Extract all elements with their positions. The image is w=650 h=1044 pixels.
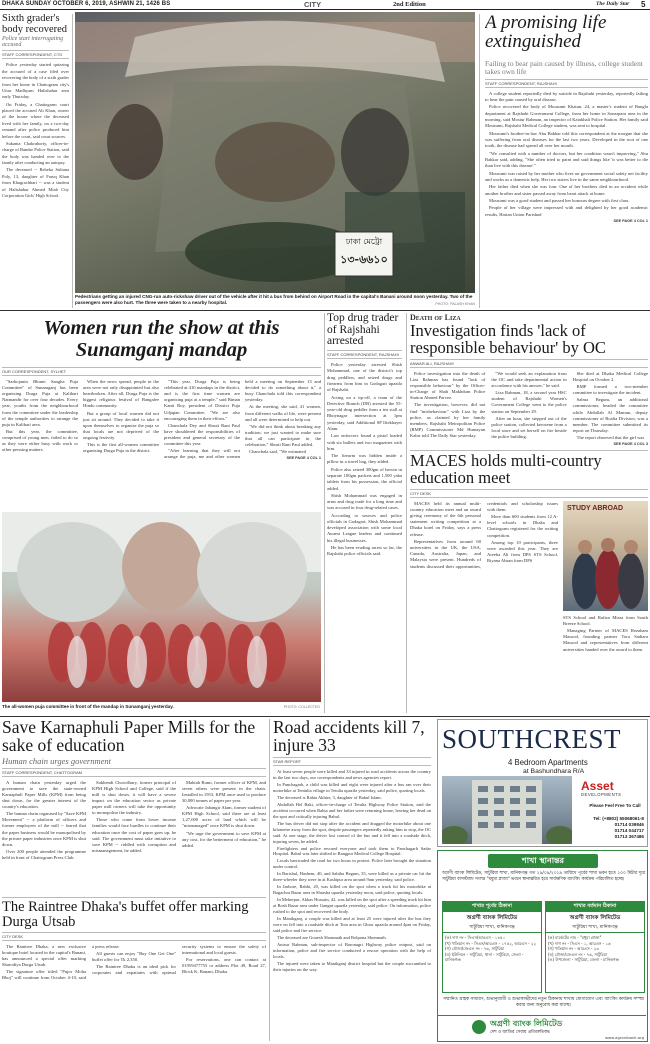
new-address-box (545, 901, 645, 993)
paragraph: Sukanta Chakraborty, officer-in-charge of Bandar Police Station, said the body was handed over to the family after conducting an autopsy. (2, 140, 69, 166)
mandap-photo (2, 512, 321, 702)
paragraph: The report observed that the girl was (576, 435, 645, 441)
headline: Road accidents kill 7, injure 33 (273, 719, 425, 755)
paragraph: This is the first all-women committee organising Durga Puja in the district. (83, 442, 159, 454)
agrani-footer-note: সম্মানিত গ্রাহক সাধারণ, শুভানুধ্যায়ী ও শুভাকাঙ্খীদের নতুন ঠিকানায় শাখায় যোগাযোগ এবং ব্যাংকিং কার্যক্রম সম্পন্ন করার জন্য অনুরোধ করা যাচ্ছে। (443, 997, 644, 1008)
paragraph: Shish Mohammad was engaged in arms and drug trade for a long time and was accused in four drug-related cases. (327, 492, 402, 511)
southcrest-tagline-2: at Bashundhara R/A (523, 768, 585, 775)
paragraph: MACES held its annual multi-country education meet and an award giving ceremony of the 6th personal statement writing competition at a Dhaka hotel on Friday, says a press release. (410, 500, 481, 537)
byline: STAFF CORRESPONDENT, RAJSHAHI (327, 350, 402, 359)
paragraph: In Panchagarh, a child was killed and eight were injured after a bus ran over their motorbike at Tentulia village in Tetulia upazila yesterday, said police, quoting locals. (273, 781, 431, 793)
paragraph: "This year, Durga Puja is being celebrated at 410 mandaps in the district, and is the first time women are organising puja at a temple," said Biman Kanti Roy, president of District Puja Udjapan Committee. "We are also encouraging them in their efforts." (164, 379, 240, 421)
southcrest-building (442, 776, 572, 844)
column-rule (406, 313, 407, 713)
branch-place: সাটুরিয়া শাখা, মানিকগঞ্জ (443, 923, 541, 933)
story-maces (410, 453, 648, 715)
paragraph: "We urge the government to save KPM at any cost, for the betterment of education," he added. (182, 830, 266, 848)
paragraph: The bus driver did not stop after the accident and dragged the motorbike about one kilometre away from the spot, despite passengers repeatedly asking him to stop, the OC said. At one stage, the driver lost control of the bus and it fell into a roadside ditch, injuring seven, he added. (273, 820, 431, 844)
paragraph: Firefighters and police rescued everyone and took them to Panchagarh Sadar Hospital. Babul was later shifted to Rangpur Medical College Hospital. (273, 845, 431, 857)
byline: ANWAR ALI, RAJSHAHI (410, 359, 648, 368)
plate-line-2: ১৩-৬৬১০ (340, 253, 388, 266)
paragraph: According to sources and police officials in Godagari, Shish Mohammad developed association with some local Awami League leaders and continued his illegal businesses. (327, 512, 402, 543)
agrani-title: শাখা স্থানান্তর (488, 854, 598, 868)
paragraph: The Raintree Dhaka, a new exclusive boutique hotel located in the capital's Banani, has announced a special offer marking Sharodiya Durga Utsab. (2, 943, 86, 967)
headline: Save Karnaphuli Paper Mills for the sake of education (2, 719, 256, 755)
paragraph: In Jashore, Rabbi, 20, was killed on the spot when a truck hit his motorbike at Bagachra Bazar area in Sharsha upazila yesterday noon, said police, quoting locals. (273, 884, 431, 896)
paper-date: DHAKA SUNDAY OCTOBER 6, 2019, ASHWIN 21, 1426 BS (2, 1, 171, 7)
paragraph: "We did not think about breaking any tradition, we just wanted to make sure that all can participate in the celebration," Shruti Rani Paul added. (245, 423, 321, 448)
asset-logo (581, 780, 643, 802)
paragraph: The Raintree Dhaka is an ideal pick for corporates and expatiates with optimal security systems to ensure the safety of international and local guests. (92, 943, 266, 975)
paragraph: The firearm was hidden inside a pillow in a travel bag, they added. (327, 453, 402, 465)
agrani-bank-ad[interactable] (437, 850, 648, 1042)
call-label: Please Feel Free To Call (589, 803, 641, 808)
byline: CITY DESK (410, 489, 648, 498)
section-divider (0, 716, 650, 717)
body-text (2, 944, 266, 1040)
address-line: (ঘ) ইউনিয়ন - সাটুরিয়া, থানা - সাটুরিয়া, জেলা - মানিকগঞ্জ (445, 951, 524, 963)
body-text (273, 769, 431, 974)
paragraph: All guests can enjoy "Buy One Get One" buffet offer for Tk 2,350. (92, 950, 176, 962)
phone-number[interactable]: Tel: (+8802) 55068061-8 (593, 816, 644, 821)
paragraph: A college student reportedly died by suicide in Rajshahi yesterday, reportedly failing to bear the pain caused by oral disease. (485, 90, 648, 103)
study-abroad-banner: STUDY ABROAD (567, 504, 624, 512)
body-text (485, 91, 648, 218)
masthead-logo: The Daily Star (596, 1, 630, 7)
column-rule (479, 14, 480, 308)
southcrest-tagline-1: 4 Bedroom Apartments (508, 758, 588, 767)
paragraph: In Meherpur, Akkas Hossain, 42, was killed on the spot after a speeding truck hit him at Bosh Bazar area under Gangni upazila yesterday, said police. On information, police rushed to the spot and recovered the body. (273, 897, 431, 915)
paragraph: Salma Begum, an additional commissioner, headed the committee while Abdullah Al Mamun, deputy commissioner of Boalia Division, was a member. The committee submitted its report on Thursday. (572, 397, 648, 433)
branch-place: সাটুরিয়া শাখা, মানিকগঞ্জ (546, 923, 644, 933)
agrani-footer (438, 1015, 646, 1041)
body-text (2, 62, 69, 199)
address-line: (গ) মৌজা/জেএল নং - ৭৬, সাটুরিয়া (445, 946, 505, 952)
story-sixth-grader (2, 14, 69, 334)
paragraph: Law enforcers found a pistol loaded with six bullets and two magazines with him. (327, 433, 402, 451)
paragraph: Locals barricaded the road for two hours in protest. Police later brought the situation under control. (273, 858, 431, 870)
paragraph: But a group of local women did not just sit around. They decided to take it upon themselves to organise the puja so that locals are not deprived of the ongoing festivity. (83, 410, 159, 440)
paragraph: Over 200 people attended the programme held in front of Chattogram Press Club. (2, 848, 86, 860)
phone-list (578, 816, 644, 840)
paragraph: The injured were taken to Manikganj district hospital but the couple succumbed to their injuries on the way. (273, 961, 431, 973)
paragraph: Managing Partner of MACES Rezaham Masood, founding partner Tora Sadiara Masood and representatives from different universities handed over the award to them. (563, 628, 648, 652)
continued-note[interactable]: SEE PAGE 4 COL 3 (613, 442, 648, 447)
paragraph: At least seven people were killed and 33 injured in road accidents across the country in the last two days, our correspondents and news agencies report. (273, 768, 431, 780)
paragraph: Mousumi was raised by her mother who lives on government social safety net facility and works as a domestic help. Her two sisters live in the same neighbourhood. (485, 170, 648, 183)
address-line: (খ) খতিয়ান নং - সিএস/আরএস - ১৭৫২, আরএস - ২২ (445, 940, 537, 946)
address-line: (ক) মার্কেটের নাম - "মধুমা প্লাজা" (548, 935, 602, 940)
paragraph: The signature offer titled "Pujor Moha Bhoj" will continue from October 4-10, said a press release. (2, 943, 120, 981)
paragraph: Her father died when she was four. One of her brothers died in an accident while another brother and sister passed away from heart attack at home. (485, 184, 648, 196)
building-icon (442, 776, 572, 844)
page-number: 5 (641, 0, 646, 9)
edition-label: 2nd Edition (393, 0, 426, 8)
headline: Top drug trader of Rajshahi arrested (327, 313, 399, 348)
phone-number[interactable]: 01714 039846 (614, 821, 644, 827)
paragraph: "We would seek an explanation from the OC and take departmental action in accordance with his answer," he said. (491, 370, 567, 388)
paragraph: "Sarbojanin Bhumi Sangha Puja Committee" of Sunamganj has been organising Durga Puja at Kalibari Natmandir for over four decades. Every year, youths from the neighbourhood form the committee under the leadership of the temple authorities to arrange the puja in Kalibari area. (2, 379, 78, 427)
accident-photo-credit: PHOTO: PALASH KHAN (435, 302, 475, 306)
column-rule (72, 14, 73, 308)
mandap-photo-caption: The all-women puja committee in front of the mandap in Sunamganj yesterday. (2, 704, 174, 709)
body-text (410, 371, 648, 448)
paragraph: Representatives from around 60 universities in the UK, the USA, Canada, Australia, Japan, and Malaysia were present. Hundreds of students discussed their opportunities, credentials and scholarship issues with them. (410, 500, 558, 569)
address-line: (ঙ) উপজেলা - সাটুরিয়া, জেলা - মানিকগঞ্জ (548, 957, 619, 963)
kicker: Death of Liza (410, 313, 461, 322)
headline: A promising life extinguished (485, 13, 607, 53)
plate-line-1: ঢাকা মেট্রো (345, 237, 383, 246)
old-address-lines (443, 933, 541, 965)
story-road-accidents (273, 719, 431, 1042)
branch-name: অগ্রণী ব্যাংক লিমিটেড (466, 915, 518, 921)
paragraph: The deceased is Rabia Akhter, 3, daughter of Babul Islam. (277, 794, 382, 800)
paragraph: "After learning that they will not arrange the puja, me and other women held a meeting on September 13 and decided to do something about it," a busy Chanchala told this correspondent yesterday. (164, 379, 321, 460)
paragraph: For reservations, one can contact at 01959477755 or address Plot 49, Road 27, Block K, Banani, Dhaka. (182, 956, 266, 974)
headline: The Raintree Dhaka's buffet offer marking Durga Utsab (2, 900, 249, 930)
story-liza (410, 313, 648, 448)
paragraph: But this year, the committee, comprised of young men, failed to do so as they were either busy with work or other pressing matters. (2, 428, 78, 453)
accident-photo-illustration (75, 12, 475, 293)
story-divider (2, 897, 266, 898)
paragraph: Liza Rahman, 18, a second year HSC student of Rajshahi Women's Government College went to the police station on September 29. (491, 390, 567, 414)
paragraph: STS School and Rafiza Mirza from South Breeze School. (563, 614, 648, 626)
body-text (327, 362, 402, 557)
headline: Sixth grader's body recovered (2, 14, 68, 35)
paragraph: When the news spread, people in the area were not only disappointed but also heartbroken. After all, Durga Puja is the biggest religious festival of Bangalee Hindu community. (83, 379, 159, 409)
paragraph: Mahtab Rumi, former officer of KPM, and seven others were present in the chain. Installed in 1953, KPM once used to produce 30,000 tonnes of paper per year. (182, 779, 266, 804)
southcrest-ad[interactable] (437, 719, 648, 847)
story-divider (410, 450, 648, 451)
phone-number[interactable]: 01713 367486 (614, 833, 644, 839)
story-raintree (2, 900, 266, 1042)
maces-photo-caption (563, 615, 648, 701)
story-karnaphuli (2, 719, 266, 894)
paragraph: "We consulted with a number of doctors, but her condition wasn't improving," Abu Bakkar said, adding, "She often tried to paint and said things like 'it was better to die than live with this disease'." (485, 150, 648, 169)
byline: STAFF CORRESPONDENT, CTG (2, 50, 69, 59)
continued-note[interactable]: SEE PAGE 4 COL 1 (613, 219, 648, 224)
paragraph: People of her village were impressed with and delighted by her good academic results, Harian Union Parishad (485, 205, 648, 217)
paragraph: The human chain organised by "Save KPM Movement" -- a platform of officers and former employees of the mill -- feared that the paper business would be monopolised by the private paper industries once KPM is shut down. (2, 811, 86, 847)
branch-name: অগ্রণী ব্যাংক লিমিটেড (569, 915, 621, 921)
paragraph: Police also seized 300gm of heroin in separate 100gm packets and 1,500 yaba tablets from his possession, the official added. (327, 466, 402, 491)
paragraph: Mousumi was a good student and passed her honours degree with first class. (489, 198, 630, 204)
paragraph: She died at Dhaka Medical College Hospital on October 2. (572, 370, 648, 382)
body-text (2, 379, 321, 514)
new-address-lines (546, 933, 644, 965)
paragraph: Sukhendi Chowdhury, former principal of KPM High School and College, said if the mill is shut down, it will have a severe impact on the education sector as private paper mill owners will take the opportunity to monopolise the industry. (92, 779, 176, 816)
paragraph: The investigation, however, did not find "misbehaviour" with Liza by the police, as claimed by her family members, Rajshahi Metropolitan Police (RMP) Commissioner Md Humayun Kabir told The Daily Star yesterday. (410, 402, 486, 439)
byline: STAFF CORRESPONDENT, RAJSHAHI (485, 79, 648, 88)
paragraph: In Manikganj, a couple was killed and at least 25 were injured after the bus they were on fell into a roadside ditch at Tota area in Ghior upazila around 4pm on Friday, said police and fire service. (273, 916, 431, 934)
accident-photo-caption: Pedestrians getting an injured CNG-run auto-rickshaw driver out of the vehicle after it hit a bus from behind on Airport Road in the capital's Banani around noon yesterday. Two of the passengers were also hurt. The three were taken to a nearby hospital. (75, 294, 473, 305)
body-text (2, 780, 266, 894)
paragraph: Police recovered the body of Mousumi Khatun, 24, a master's student of Bangla department at Rajshahi Government College, from her home in Sonarpara area in the morning, said Mostur Rahman, an inspector of Katakhali Police Station. Her family said Mousumi, Rajshahi Medical College student, was sent to hospital. (485, 104, 648, 129)
paragraph: RMP formed a two-member committee to investigate the incident. (572, 383, 648, 396)
subhead: Police start interrogating accused (2, 36, 64, 49)
address-line: (ঘ) মৌজা/জেএল নং - ৭৬, সাটুরিয়া (548, 951, 608, 957)
byline: OUR CORRESPONDENT, SYLHET (2, 367, 321, 376)
continued-note[interactable]: SEE PAGE 4 COL 1 (286, 456, 321, 461)
paragraph: The deceased -- Rebeka Sultana Poly, 13, daughter of Faruq Khan from Khagrachhari -- was a student of Halishahar Ahmed Miah City Corporation Girls' High School. (2, 167, 69, 198)
paragraph: At the meeting, she said, 41 women, from different walks of life, were present and all were determined to help out. (245, 404, 321, 422)
paragraph: Police investigation into the death of Liza Rahman has found "lack of responsible behaviour" by the Officer-in-Charge of Shah Makhdum Police Station Ahmed Parvez. (410, 370, 486, 401)
paragraph: Mousumi's brother-in-law Abu Bakkar told this correspondent at the morgue that she was suffering from oral diseases for the last two years. Developed in the root of one tooth, the disease had spread all over her mouth. (485, 130, 648, 149)
asset-name: Asset (581, 779, 614, 793)
page-header (0, 0, 650, 10)
address-line: (খ) দাগ নং - সিএস - ১, আরএস - ১৬ (548, 940, 611, 946)
agrani-notice: অগ্রণী ব্যাংক লিমিটেড, সাটুরিয়া শাখা, মানিকগঞ্জ গত ২৯/০৯/২০১৯ তারিখে পূর্বের শাখা ভবন হতে ১০০ মিটার দূরে সাটুরিয়া বাসস্ট্যান্ড সংলগ্ন "মধুমা প্লাজা" ভবনে স্থানান্তরিত হয়ে সার্বক্ষণিক ব্যাংকিং কার্যক্রম পরিচালিত হচ্ছে। (442, 871, 645, 882)
paragraph: On Friday, a Chattogram court placed the accused Ali Khan, owner of the house where the deceased lived with her family, on a two-day remand after police produced him before the court, said court sources. (2, 101, 69, 139)
body-text (410, 501, 558, 701)
subhead: Human chain urges government (2, 755, 111, 766)
old-address-box (442, 901, 542, 993)
paragraph: A human chain yesterday urged the government to save the state-owned Karnaphuli Paper Mills (KPM) from being shut down, for the greater interest of the country's education. (2, 779, 86, 810)
subhead: Failing to bear pain caused by illness, college student takes own life (485, 58, 643, 77)
agrani-bank-name: অগ্রণী ব্যাংক লিমিটেড (490, 1019, 563, 1028)
section-name: CITY (304, 0, 322, 9)
address-line: (গ) খতিয়ান নং - আরএস - ২৩ (548, 946, 599, 952)
mandap-photo-credit: PHOTO: COLLECTED (283, 705, 320, 709)
paragraph: Those who come from lower income families would face hurdles to continue their education once the cost of paper goes up, he said. The government must take initiative to save KPM -- riddled with corruption and mismanagement, he added. (92, 817, 176, 853)
paragraph: Acting on a tip-off, a team of the Detective Branch (DB) arrested the 55-year-old drug peddler from a tea stall at Bhoynagar intersection at 1pm yesterday, said Additional SP Iftekhayer Alam. (327, 394, 402, 431)
headline: Women run the show at this Sunamganj mandap (43, 317, 280, 362)
paragraph: Chanchala Dey and Shruti Rani Paul have shouldered the responsibilities of president and general secretary of the committee this year. (164, 422, 240, 447)
column-rule (269, 719, 270, 1041)
byline: CITY DESK (2, 932, 266, 941)
story-drug-trader (327, 313, 402, 717)
paragraph: The deceased are Gouesh Shomnath and Rolpona Shomnath. (277, 935, 387, 941)
paragraph: Anisur Rahman, sub-inspector of Baronagri Highway police outpost, said on information, police and fire service conducted a rescue operation with the help of locals. (273, 942, 431, 960)
agrani-logo-icon (472, 1020, 486, 1034)
headline: MACES holds multi-country education meet (410, 453, 602, 487)
old-address-label: শাখার পূর্বের ঠিকানা (443, 902, 541, 912)
section-divider (0, 310, 650, 311)
headline: Investigation finds 'lack of responsible behaviour' by OC (410, 321, 606, 357)
phone-number[interactable]: 01714 044717 (614, 827, 644, 833)
paragraph: Among top 10 participants, three were awarded this year. They are Areeba Ali from DPS STS School, Riyana Ahsan from DPS (487, 539, 558, 564)
column-rule (324, 313, 325, 713)
paragraph: Abdullah Hel Baki, officer-in-charge of Tetulia Highway Police Station, said the accident occurred when Rabia and her father were returning home, leaving her dead on the spot and critically injuring Babul. (273, 801, 431, 819)
paragraph: Police yesterday arrested Shish Mohammad, one of the district's top drug peddlers, and seized drugs and firearms from him in Godagari upazila of Rajshahi. (327, 362, 402, 393)
agrani-bank-tagline: দেশ ও জাতির সেবায় প্রতিশ্রুতিবদ্ধ (490, 1030, 550, 1035)
paragraph: After an hour, she stepped out of the police station, collected kerosene from a local store and set herself on fire beside the police building. (491, 415, 567, 440)
mandap-photo-illustration (2, 512, 321, 702)
byline: STAR REPORT (273, 757, 431, 766)
paragraph: He has been evading arrest so far, the Rajshahi police officials said. (327, 545, 402, 557)
byline: STAFF CORRESPONDENT, CHATTOGRAM (2, 768, 266, 777)
southcrest-brand: SOUTHCREST (442, 724, 622, 754)
new-address-label: শাখার বর্তমান ঠিকানা (546, 902, 644, 912)
paragraph: Police yesterday started quizzing the accused of a case filed over recovering the body of a sixth grader from her home in Chattogram city's Uttar Madhyam Halishahar area early Thursday. (2, 62, 69, 100)
address-line: (ক) দাগ নং - সিএস/আরএস - ১৪৫০ (445, 935, 506, 940)
agrani-website[interactable]: www.agranibank.org (604, 1035, 644, 1040)
paragraph: Advocate Jahangir Alam, former student of KPM High School, said there are at least 1,27,000 acres of land which will be "mismanaged" once KPM is shut down. (182, 805, 266, 829)
maces-photo-illustration (563, 501, 648, 611)
story-promising-life (485, 13, 648, 309)
paragraph: Chanchala said, "We estimated (249, 449, 306, 455)
asset-sub: DEVELOPMENTS (581, 792, 622, 797)
maces-photo (563, 501, 648, 611)
paragraph: In Barishal, Hashem, 40, and Sabiha Begum, 35, were killed as a private car hit the three-wheeler they were in at Kashipur area around 9am yesterday, said police. (273, 871, 431, 883)
paragraph: More than 600 students from 12 A-level schools in Dhaka and Chattogram registered for the writing competition. (487, 514, 558, 538)
accident-photo (75, 12, 475, 293)
